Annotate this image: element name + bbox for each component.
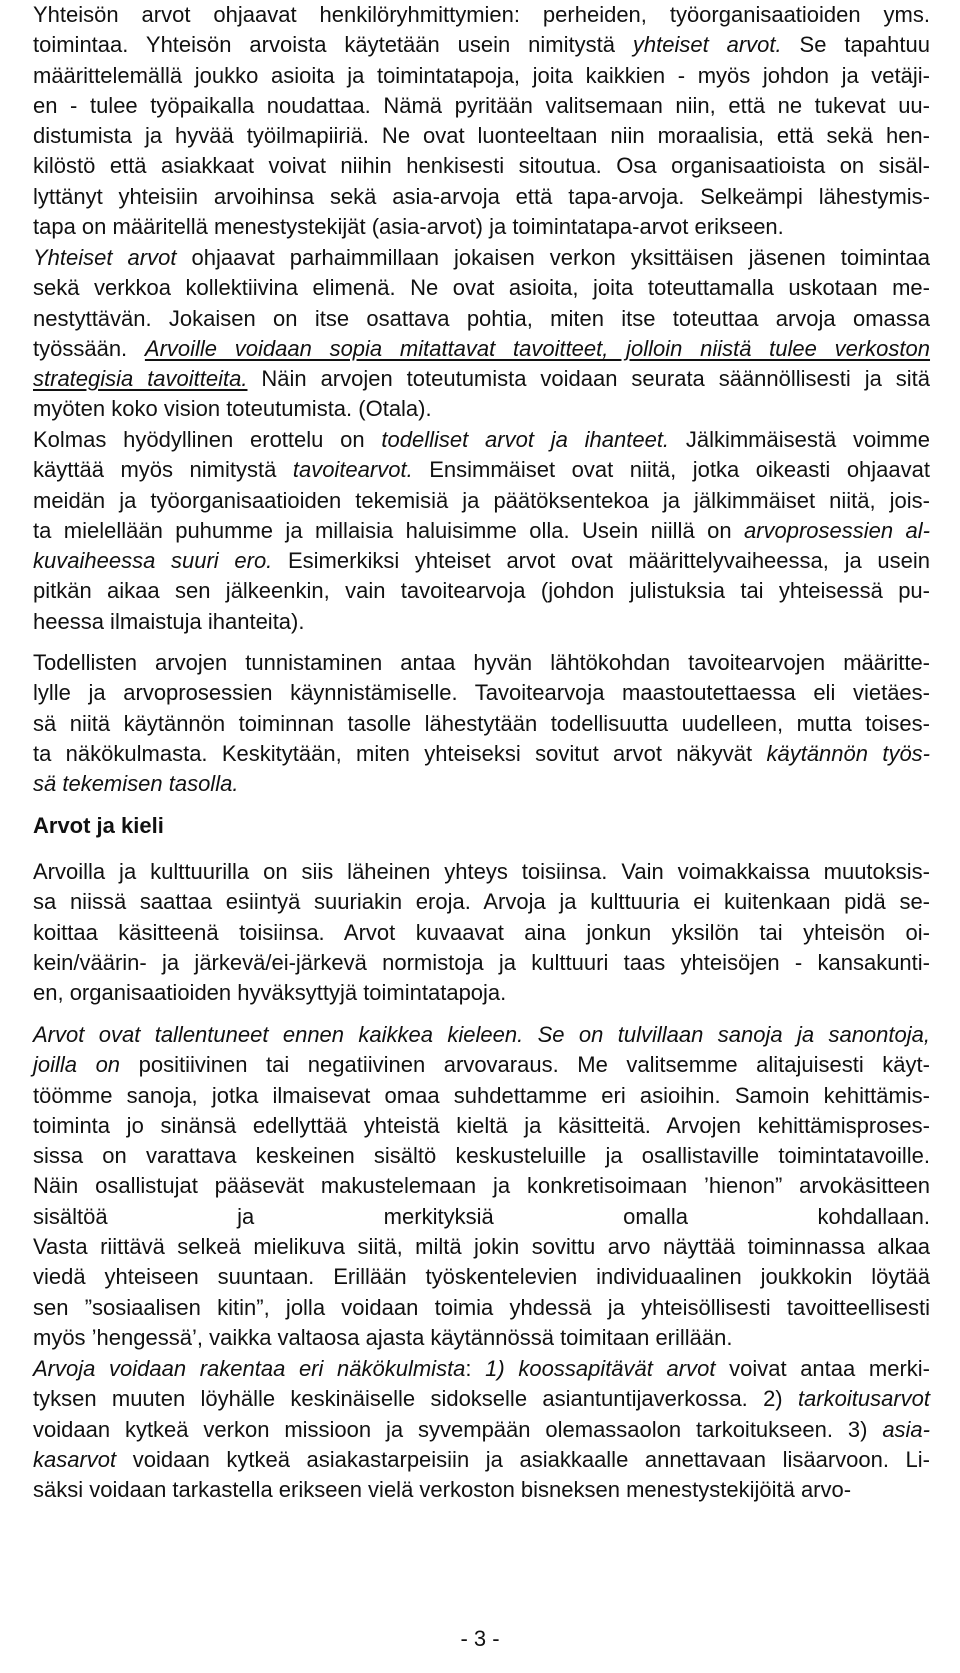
text-run: Se tapahtuu xyxy=(781,32,930,58)
paragraph-values-and-culture xyxy=(33,857,930,1008)
text-line xyxy=(33,1141,930,1171)
text-run: töömme sanoja, jotka ilmaisevat omaa suhdettamme eri asioihin. Samoin kehittämis- xyxy=(33,1082,930,1108)
text-run: lyttänyt yhteisiin arvoihinsa sekä asia-arvoja että tapa-arvoja. Selkeämpi lähestymis- xyxy=(33,183,930,209)
text-line xyxy=(33,334,930,364)
text-run: toimintaa. Yhteisön arvoista käytetään usein nimitystä xyxy=(33,32,633,58)
text-run: Arvoilla ja kulttuurilla on siis läheinen yhteys toisiinsa. Vain voimakkaissa muutoksis- xyxy=(33,859,930,884)
text-line xyxy=(33,425,930,455)
text-line xyxy=(33,1323,930,1353)
text-line xyxy=(33,1171,930,1201)
text-run: positiivinen tai negatiivinen arvovaraus. Me valitsemme alitajuisesti käyt- xyxy=(120,1052,930,1078)
italic-text: asia- xyxy=(882,1416,930,1442)
text-run: Ensimmäiset ovat niitä, jotka oikeasti ohjaavat xyxy=(412,457,930,483)
text-run: työssään. xyxy=(33,335,145,361)
paragraph-identifying-actual-values xyxy=(33,648,930,799)
text-line xyxy=(33,486,930,516)
text-run: kilöstö että asiakkaat voivat niihin henkisesti sitoutua. Osa organisaatioista on sisäl- xyxy=(33,153,930,179)
text-run: säksi voidaan tarkastella erikseen vielä verkoston bisneksen menestystekijöitä arvo- xyxy=(33,1477,852,1503)
text-line xyxy=(33,1354,930,1384)
page-number: - 3 - xyxy=(460,1626,500,1651)
paragraph-actual-values-and-ideals xyxy=(33,425,930,637)
text-line xyxy=(33,516,930,546)
text-line xyxy=(33,243,930,273)
text-run: Esimerkiksi yhteiset arvot ovat määrittelyvaiheessa, ja usein xyxy=(272,548,930,574)
text-line xyxy=(33,1232,930,1262)
text-run: Vasta riittävä selkeä mielikuva siitä, miltä jokin sovittu arvo näyttää toiminnassa alkaa xyxy=(33,1234,930,1260)
text-run: heessa ilmaistuja ihanteita). xyxy=(33,608,305,634)
italic-text: käytännön työs- xyxy=(766,740,931,766)
text-line xyxy=(33,576,930,606)
text-run: sä niitä käytännön toiminnan tasolle lähestytään todellisuutta uudelleen, mutta toises- xyxy=(33,710,930,736)
text-line xyxy=(33,739,930,769)
text-run: määrittelemällä joukko asioita ja toimintatapoja, joita kaikkien - myös johdon ja vetäji- xyxy=(33,62,930,88)
text-run: Kolmas hyödyllinen erottelu on xyxy=(33,427,382,452)
text-run: kein/väärin- ja järkevä/ei-järkevä normistoja ja kulttuuri taas yhteisöjen - kansakunti- xyxy=(33,949,930,975)
text-run: tyksen muuten löyhälle keskinäiselle sidokselle asiantuntijaverkossa. 2) xyxy=(33,1386,798,1412)
text-run: meidän ja työorganisaatioiden tekemisiä ja päätöksentekoa ja jälkimmäiset niitä, jois- xyxy=(33,487,930,513)
text-line xyxy=(33,455,930,485)
text-line xyxy=(33,121,930,151)
text-line xyxy=(33,1293,930,1323)
text-line xyxy=(33,948,930,978)
text-line xyxy=(33,273,930,303)
text-line xyxy=(33,91,930,121)
text-line xyxy=(33,1445,930,1475)
text-run: viedä yhteiseen suuntaan. Erillään työskentelevien individuaalinen joukkokin löytää xyxy=(33,1264,930,1290)
text-line xyxy=(33,1202,930,1232)
text-run: ta mielellään puhumme ja millaisia haluisimme olla. Usein niillä on xyxy=(33,517,744,543)
text-line xyxy=(33,1384,930,1414)
text-run: Jälkimmäisestä voimme xyxy=(669,427,930,452)
text-run: myöten koko vision toteutumista. (Otala). xyxy=(33,396,432,422)
text-run: sissa on varattava keskeinen sisältö keskusteluille ja osallistaville toimintatavoille. xyxy=(33,1143,930,1169)
text-run: sen ”sosiaalisen kitin”, jolla voidaan toimia yhdessä ja yhteisöllisesti tavoitteellisesti xyxy=(33,1294,930,1320)
text-line xyxy=(33,1020,930,1050)
text-run: distumista ja hyvää työilmapiiriä. Ne ovat luonteeltaan niin moraalisia, että sekä hen- xyxy=(33,123,930,149)
text-run: käyttää myös nimitystä xyxy=(33,457,293,483)
paragraph-shared-values xyxy=(33,243,930,425)
text-line xyxy=(33,1111,930,1141)
text-line xyxy=(33,918,930,948)
text-run: lylle ja arvoprosessien käynnistämiselle. Tavoitearvoja maastoutettaessa eli vietäes- xyxy=(33,680,930,706)
italic-text: kasarvot xyxy=(33,1446,117,1472)
text-line xyxy=(33,304,930,334)
text-line xyxy=(33,857,930,887)
text-run: en, organisaatioiden hyväksyttyjä toimintatapoja. xyxy=(33,980,507,1006)
text-run: Näin arvojen toteutumista voidaan seurata säännöllisesti ja sitä xyxy=(247,366,930,392)
italic-text: 1) koossapitävät arvot xyxy=(485,1356,716,1381)
italic-text: joilla on xyxy=(33,1052,121,1078)
text-line xyxy=(33,546,930,576)
text-run: en - tulee työpaikalla noudattaa. Nämä pyritään valitsemaan niin, että ne tukevat uu- xyxy=(33,92,930,118)
text-run: toiminta jo sinänsä edellyttää yhteistä kieltä ja käsitteitä. Arvojen kehittämisproses- xyxy=(33,1112,930,1138)
text-run: : xyxy=(465,1356,486,1381)
italic-underlined-text: Arvoille voidaan sopia mitattavat tavoitteet, jolloin niistä tulee verkoston xyxy=(144,335,931,361)
text-run: voidaan kytkeä asiakastarpeisiin ja asiakkaalle annettavaan lisäarvoon. Li- xyxy=(116,1446,930,1472)
text-run: Todellisten arvojen tunnistaminen antaa hyvän lähtökohdan tavoitearvojen määritte- xyxy=(33,650,930,675)
text-line xyxy=(33,648,930,678)
text-line xyxy=(33,1050,930,1080)
text-line xyxy=(33,1262,930,1292)
italic-text: Yhteiset arvot xyxy=(33,245,177,270)
text-run: sekä verkkoa kollektiivina elimenä. Ne ovat asioita, joita toteuttamalla uskotaan me- xyxy=(33,275,930,301)
text-line xyxy=(33,978,930,1008)
text-line xyxy=(33,709,930,739)
italic-text: tavoitearvot. xyxy=(292,457,413,483)
paragraph-value-perspectives xyxy=(33,1354,930,1505)
text-line xyxy=(33,1475,930,1505)
text-line xyxy=(33,769,930,799)
text-line xyxy=(33,182,930,212)
italic-underlined-text: strategisia tavoitteita. xyxy=(33,366,248,392)
text-line xyxy=(33,212,930,242)
italic-text: Arvoja voidaan rakentaa eri näkökulmista xyxy=(33,1356,466,1381)
italic-text: sä tekemisen tasolla. xyxy=(33,771,239,797)
text-run: pitkän aikaa sen jälkeenkin, vain tavoitearvoja (johdon julistuksia tai yhteisessä pu- xyxy=(33,578,930,604)
text-run: voidaan kytkeä verkon missioon ja syvempään olemassaolon tarkoitukseen. 3) xyxy=(33,1416,883,1442)
paragraph-values-in-language xyxy=(33,1020,930,1353)
text-run: Näin osallistujat pääsevät makustelemaan ja konkretisoimaan ’hienon” arvokäsitteen xyxy=(33,1173,930,1199)
paragraph-community-values xyxy=(33,0,930,242)
text-run: Yhteisön arvot ohjaavat henkilöryhmittymien: perheiden, työorganisaatioiden yms. xyxy=(33,2,930,27)
italic-text: arvoprosessien al- xyxy=(743,517,930,543)
text-run: ta näkökulmasta. Keskitytään, miten yhteiseksi sovitut arvot näkyvät xyxy=(33,740,767,766)
text-line xyxy=(33,887,930,917)
text-line xyxy=(33,1415,930,1445)
text-line xyxy=(33,607,930,637)
text-run: koittaa käsitteenä toisiinsa. Arvot kuvaavat aina jonkun yksilön tai yhteisön oi- xyxy=(33,919,930,945)
text-line xyxy=(33,678,930,708)
italic-text: yhteiset arvot. xyxy=(632,32,782,58)
text-line xyxy=(33,0,930,30)
text-run: myös ’hengessä’, vaikka valtaosa ajasta käytännössä toimitaan erillään. xyxy=(33,1324,733,1350)
italic-text: Arvot ovat tallentuneet ennen kaikkea kieleen. Se on tulvillaan sanoja ja sanontoja, xyxy=(33,1022,930,1047)
text-line xyxy=(33,1081,930,1111)
text-run: voivat antaa merki- xyxy=(715,1356,930,1381)
text-line xyxy=(33,364,930,394)
text-run: tapa on määritellä menestystekijät (asia-arvot) ja toimintatapa-arvot erikseen. xyxy=(33,214,784,240)
text-line xyxy=(33,30,930,60)
text-run: sa niissä saattaa esiintyä suuriakin eroja. Arvoja ja kulttuuria ei kuitenkaan pidä se- xyxy=(33,889,930,915)
section-heading: Arvot ja kieli xyxy=(33,813,164,838)
text-line xyxy=(33,151,930,181)
italic-text: tarkoitusarvot xyxy=(797,1386,930,1412)
italic-text: todelliset arvot ja ihanteet. xyxy=(381,427,670,452)
italic-text: kuvaiheessa suuri ero. xyxy=(33,548,273,574)
text-line xyxy=(33,394,930,424)
text-line xyxy=(33,61,930,91)
text-run: nestyttävän. Jokaisen on itse osattava pohtia, miten itse toteuttaa arvoja omassa xyxy=(33,305,930,331)
text-run: ohjaavat parhaimmillaan jokaisen verkon yksittäisen jäsenen toimintaa xyxy=(176,245,930,270)
text-run: sisältöä ja merkityksiä omalla kohdallaan. xyxy=(33,1203,930,1229)
